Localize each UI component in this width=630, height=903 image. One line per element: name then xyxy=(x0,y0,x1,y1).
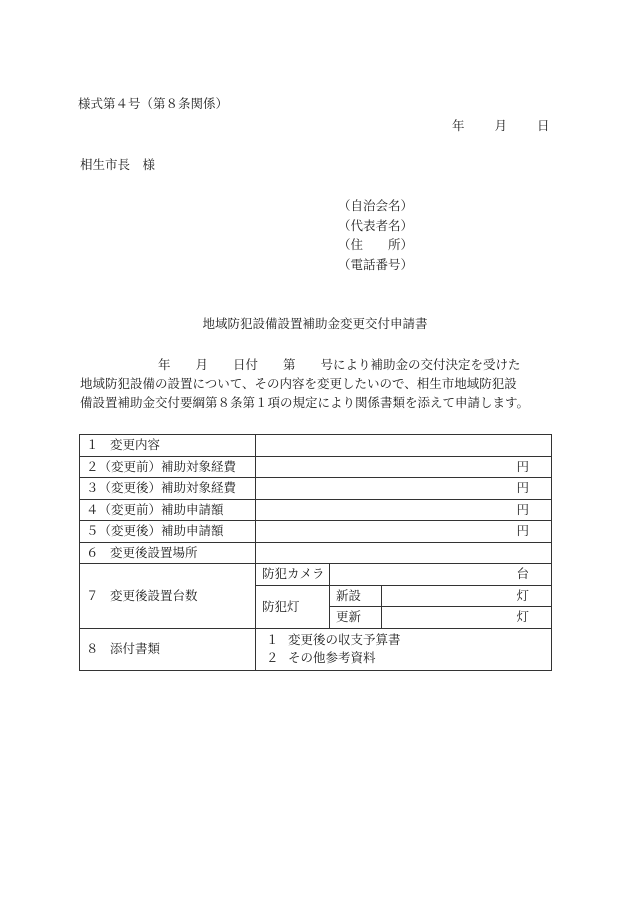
table-row xyxy=(80,542,552,564)
row-label: ５（変更後）補助申請額 xyxy=(80,521,256,543)
applicant-phone: （電話番号） xyxy=(338,256,414,272)
camera-label: 防犯カメラ xyxy=(256,564,330,586)
value-cell: 円 xyxy=(256,521,552,543)
row-label: ６ 変更後設置場所 xyxy=(80,542,256,564)
value-cell: 円 xyxy=(256,499,552,521)
list-item: ２ その他参考資料 xyxy=(266,650,376,665)
row-label: ２（変更前）補助対象経費 xyxy=(80,456,256,478)
row-label: １ 変更内容 xyxy=(80,435,256,457)
list-item: １ 変更後の収支予算書 xyxy=(266,632,401,647)
applicant-rep: （代表者名） xyxy=(338,217,414,233)
body-line-1: 年 月 日付 第 号により補助金の交付決定を受けた xyxy=(158,357,521,372)
value-cell: 円 xyxy=(256,478,552,500)
body-paragraph xyxy=(80,355,556,412)
document-title: 地域防犯設備設置補助金変更交付申請書 xyxy=(202,316,428,331)
body-line-3: 備設置補助金交付要綱第８条第１項の規定により関係書類を添えて申請します。 xyxy=(80,395,530,410)
row-label: ３（変更後）補助対象経費 xyxy=(80,478,256,500)
row-label: ４（変更前）補助申請額 xyxy=(80,499,256,521)
date-month: 月 xyxy=(494,118,508,133)
date-year: 年 xyxy=(452,118,465,133)
value-cell: 円 xyxy=(256,456,552,478)
attachments-cell xyxy=(256,628,552,670)
applicant-block xyxy=(338,196,413,274)
new-count: 灯 xyxy=(382,585,552,607)
renew-label: 更新 xyxy=(330,607,382,629)
camera-count: 台 xyxy=(330,564,552,586)
date-day: 日 xyxy=(537,118,550,133)
date-line xyxy=(452,118,550,134)
table-row xyxy=(80,499,552,521)
body-line-2: 地域防犯設備の設置について、その内容を変更したいので、相生市地域防犯設 xyxy=(80,376,517,391)
value-cell xyxy=(256,435,552,457)
new-label: 新設 xyxy=(330,585,382,607)
renew-count: 灯 xyxy=(382,607,552,629)
row-label: ８ 添付書類 xyxy=(80,628,256,670)
table-row xyxy=(80,628,552,670)
form-number: 様式第４号（第８条関係） xyxy=(78,96,229,111)
light-label: 防犯灯 xyxy=(256,585,330,628)
table-row xyxy=(80,564,552,586)
table-row xyxy=(80,478,552,500)
application-table xyxy=(79,434,552,671)
applicant-address: （住 所） xyxy=(338,237,414,252)
table-row xyxy=(80,521,552,543)
table-row xyxy=(80,435,552,457)
addressee: 相生市長 様 xyxy=(80,157,156,172)
table-row xyxy=(80,456,552,478)
applicant-org: （自治会名） xyxy=(338,198,414,213)
value-cell xyxy=(256,542,552,564)
row-label: ７ 変更後設置台数 xyxy=(80,564,256,629)
